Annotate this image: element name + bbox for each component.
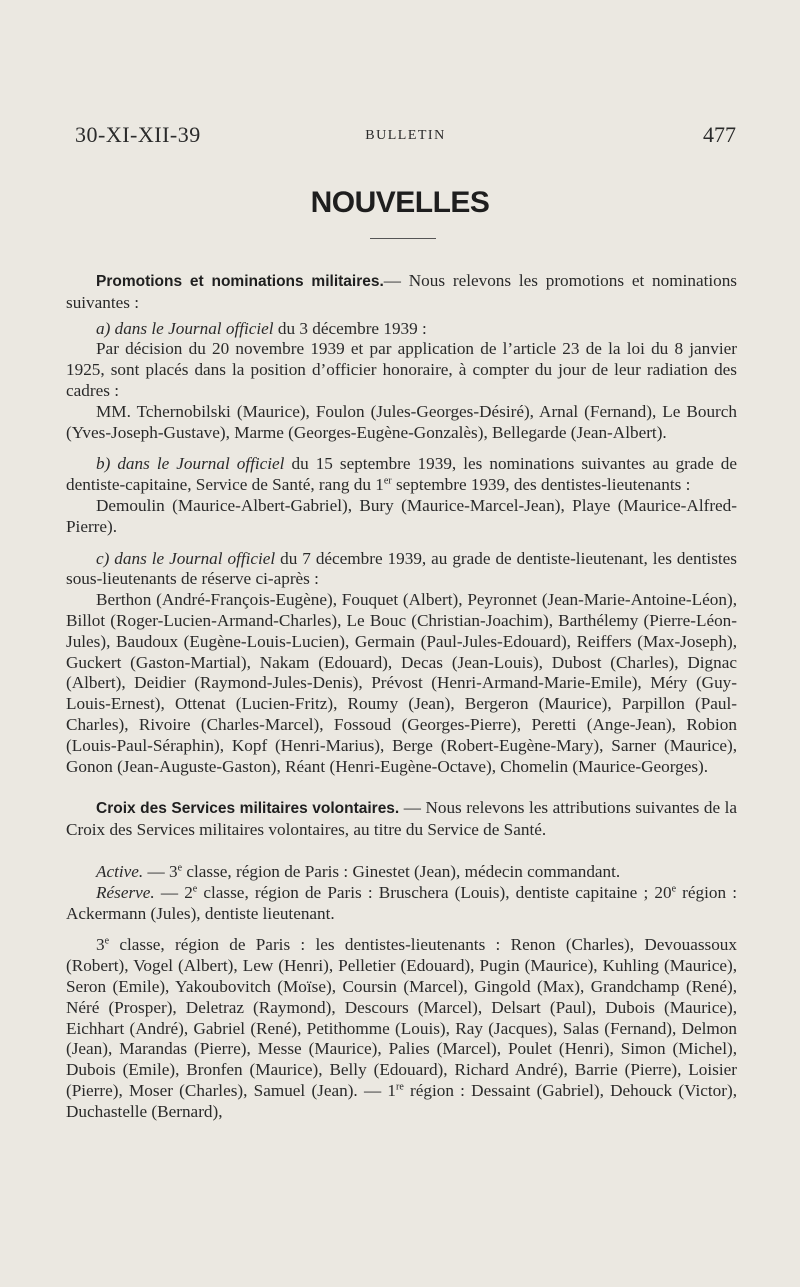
active-text: classe, région de Paris : Ginestet (Jean), médecin commandant. bbox=[182, 861, 621, 881]
item-b-prefix: b) dans le bbox=[96, 454, 177, 474]
article-body bbox=[66, 271, 737, 1122]
publication-name: BULLETIN bbox=[365, 128, 446, 143]
third-text: classe, région de Paris : les dentistes-lieutenants : Renon (Charles), Devouassoux (Robert), Vogel (Albert), Lew (Henri), Pelletier (Edouard), Pugin (Maurice), Kuhling (Maurice), Seron (Emile), Yakoubovitch (Moïse), Coursin (Marcel), Gingold (Max), Grandchamp (René), Néré (Prosper), Deletraz (Raymond), Descours (Marcel), Delsart (Paul), Dubois (Maurice), Eichhart (André), Gabriel (René), Petithomme (Louis), Ray (Jacques), Salas (Fernand), Delmon (Jean), Marandas (Pierre), Messe (Maurice), Palies (Marcel), Poulet (Henri), Simon (Michel), Dubois (Emile), Bronfen (Maurice), Belly (Edouard), Richard André), Barrie (Pierre), Loisier (Pierre), Moser (Charles), Samuel (Jean). — bbox=[66, 935, 737, 1100]
promotions-intro bbox=[66, 271, 737, 314]
croix-intro bbox=[66, 798, 737, 841]
croix-intro-text: — Nous relevons les attributions suivantes de la Croix des Services militaires volontaires, au titre du Service de Santé. bbox=[66, 798, 737, 840]
first-pre: 1 bbox=[387, 1080, 396, 1100]
section-title: NOUVELLES bbox=[310, 186, 490, 219]
reserve-sup2: e bbox=[671, 882, 677, 894]
third-class-entry bbox=[66, 935, 737, 1122]
active-sup: e bbox=[177, 862, 183, 874]
item-c-journal: Journal officiel bbox=[169, 548, 276, 568]
active-entry bbox=[66, 862, 737, 883]
capitaines-list: Demoulin (Maurice-Albert-Gabriel), Bury (Maurice-Marcel-Jean), Playe (Maurice-Alfred-Pierre). bbox=[66, 495, 737, 536]
reserve-text: région : Ackermann (Jules), dentiste lieutenant. bbox=[66, 882, 738, 923]
item-b-mid: du 15 septembre 1939, les nominations suivantes au grade de dentiste-capitaine, Service de Santé, rang du 1 bbox=[66, 454, 737, 495]
lieutenants-list: Berthon (André-François-Eugène), Fouquet (Albert), Peyronnet (Jean-Marie-Antoine-Léon), Billot (Roger-Lucien-Armand-Charles), Le Bouc (Christian-Joachim), Barthélemy (Pierre-Léon-Jules), Baudoux (Eugène-Louis-Lucien), Germain (Paul-Jules-Edouard), Reiffers (Max-Joseph), Guckert (Gaston-Martial), Nakam (Edouard), Decas (Jean-Louis), Dubost (Charles), Dignac (Albert), Deidier (Raymond-Jules-Denis), Prévost (Henri-Armand-Marie-Emile), Méry (Guy-Louis-Ernest), Ottenat (Lucien-Fritz), Roumy (Jean), Bergeron (Maurice), Parpillon (Paul-Charles), Rivoire (Charles-Marcel), Fossoud (Georges-Pierre), Peretti (Ange-Jean), Robion (Louis-Paul-Séraphin), Kopf (Henri-Marius), Berge (Robert-Eugène-Mary), Sarner (Maurice), Gonon (Jean-Auguste-Gaston), Réant (Henri-Eugène-Octave), Chomelin (Maurice-Georges). bbox=[66, 590, 737, 776]
item-b-sup: er bbox=[383, 475, 392, 487]
title-divider bbox=[370, 238, 436, 239]
promotions-intro-text: — Nous relevons les promotions et nominations suivantes : bbox=[66, 271, 737, 312]
reserve-entry bbox=[66, 883, 737, 925]
reserve-pre: — 2 bbox=[154, 882, 193, 902]
item-a-journal: Journal officiel bbox=[168, 318, 274, 338]
third-pre: 3 bbox=[96, 935, 105, 955]
reserve-mid: classe, région de Paris : Bruschera (Louis), dentiste capitaine ; 20 bbox=[197, 882, 672, 902]
item-a bbox=[66, 319, 737, 340]
issue-date: 30-XI-XII-39 bbox=[75, 122, 201, 147]
croix-heading: Croix des Services militaires volontaires. bbox=[96, 800, 400, 818]
item-b bbox=[66, 454, 737, 496]
first-text: région : Dessaint (Gabriel), Dehouck (Victor), Duchastelle (Bernard), bbox=[66, 1080, 737, 1121]
item-b-journal: Journal officiel bbox=[176, 454, 285, 474]
active-pre: — 3 bbox=[143, 861, 178, 881]
first-sup: re bbox=[395, 1081, 404, 1093]
promotions-heading: Promotions et nominations militaires. bbox=[96, 273, 384, 290]
honoraires-list: MM. Tchernobilski (Maurice), Foulon (Jules-Georges-Désiré), Arnal (Fernand), Le Bourch (Yves-Joseph-Gustave), Marme (Georges-Eugène-Gonzalès), Bellegarde (Jean-Albert). bbox=[66, 401, 737, 442]
item-c bbox=[66, 549, 737, 591]
item-a-prefix: a) dans le bbox=[96, 318, 169, 338]
running-header bbox=[75, 122, 736, 152]
decision-text: Par décision du 20 novembre 1939 et par application de l’article 23 de la loi du 8 janvier 1925, sont placés dans la position d’officier honoraire, à compter du jour de leur radiation des cadres : bbox=[66, 339, 737, 400]
item-c-suffix: du 7 décembre 1939, au grade de dentiste-lieutenant, les dentistes sous-lieutenants de réserve ci-après : bbox=[66, 548, 737, 589]
item-a-suffix: du 3 décembre 1939 : bbox=[273, 318, 427, 338]
reserve-label: Réserve. bbox=[96, 882, 155, 902]
third-sup: e bbox=[104, 935, 110, 947]
item-c-prefix: c) dans le bbox=[96, 548, 170, 568]
active-label: Active. bbox=[96, 861, 144, 881]
page-number: 477 bbox=[703, 122, 736, 147]
item-b-suffix: septembre 1939, des dentistes-lieutenants : bbox=[391, 475, 691, 495]
reserve-sup: e bbox=[192, 882, 198, 894]
